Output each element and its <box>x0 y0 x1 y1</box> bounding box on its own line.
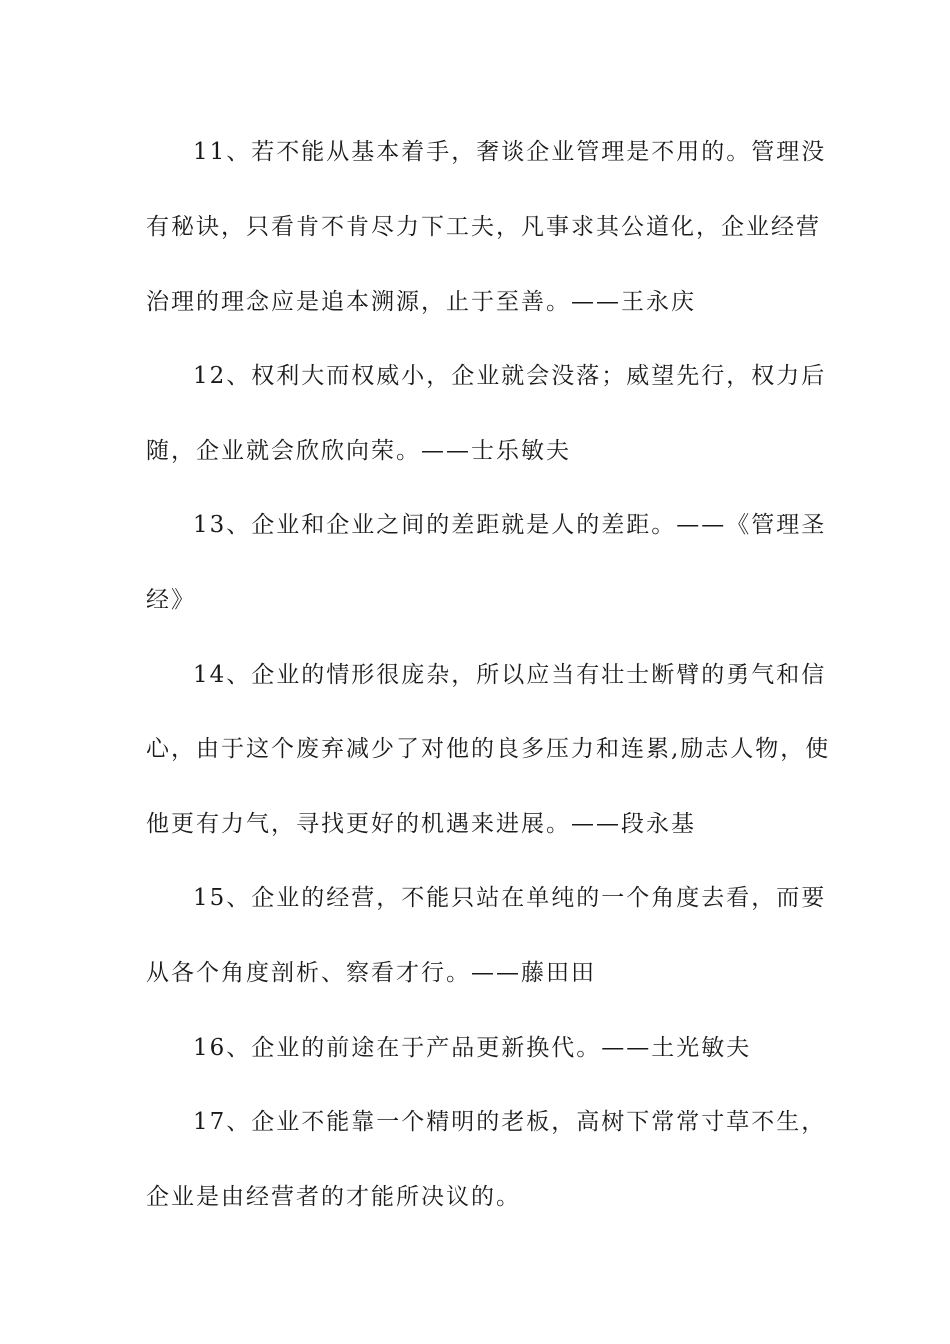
paragraph-16-line-1: 16、企业的前途在于产品更新换代。——土光敏夫 <box>193 1035 752 1061</box>
paragraph-14-line-3: 他更有力气，寻找更好的机遇来进展。——段永基 <box>146 811 696 837</box>
paragraph-17-line-1: 17、企业不能靠一个精明的老板，高树下常常寸草不生， <box>193 1109 827 1135</box>
paragraph-14-line-2: 心，由于这个废弃减少了对他的良多压力和连累,励志人物，使 <box>146 736 831 762</box>
paragraph-11-line-2: 有秘诀，只看肯不肯尽力下工夫，凡事求其公道化，企业经营 <box>146 214 821 240</box>
paragraph-14-line-1: 14、企业的情形很庞杂，所以应当有壮士断臂的勇气和信 <box>193 662 827 688</box>
paragraph-15-line-1: 15、企业的经营，不能只站在单纯的一个角度去看，而要 <box>193 885 827 911</box>
paragraph-17-line-2: 企业是由经营者的才能所决议的。 <box>146 1184 521 1210</box>
paragraph-11-line-3: 治理的理念应是追本溯源，止于至善。——王永庆 <box>146 289 696 315</box>
paragraph-12-line-2: 随，企业就会欣欣向荣。——士乐敏夫 <box>146 438 571 464</box>
paragraph-11-line-1: 11、若不能从基本着手，奢谈企业管理是不用的。管理没 <box>193 139 827 165</box>
paragraph-12-line-1: 12、权利大而权威小，企业就会没落；威望先行，权力后 <box>193 363 827 389</box>
paragraph-13-line-1: 13、企业和企业之间的差距就是人的差距。——《管理圣 <box>193 512 827 538</box>
paragraph-15-line-2: 从各个角度剖析、察看才行。——藤田田 <box>146 960 596 986</box>
paragraph-13-line-2: 经》 <box>146 587 196 613</box>
